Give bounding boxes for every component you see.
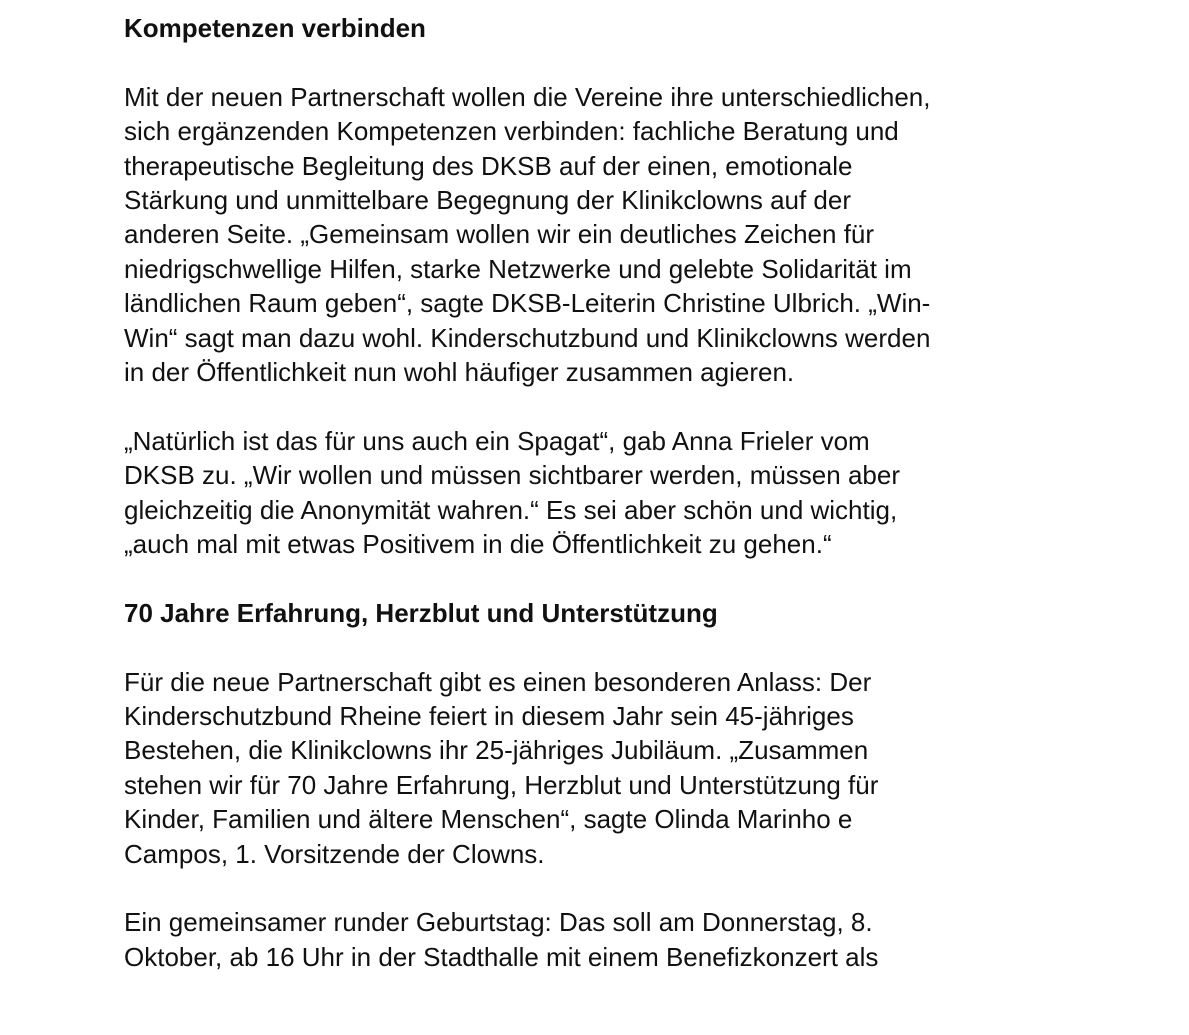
text-line: sich ergänzenden Kompetenzen verbinden: fachliche Beratung und [124, 116, 899, 147]
text-line: Stärkung und unmittelbare Begegnung der Klinikclowns auf der [124, 185, 852, 216]
text-line: therapeutische Begleitung des DKSB auf der einen, emotionale [124, 150, 853, 181]
spacer [124, 45, 1084, 79]
spacer [124, 561, 1084, 595]
text-line: „Natürlich ist das für uns auch ein Spagat“, gab Anna Frieler vom [124, 425, 870, 456]
paragraph-partnerschaft [124, 80, 1084, 390]
text-line: Mit der neuen Partnerschaft wollen die Vereine ihre unterschiedlichen, [124, 81, 931, 112]
text-line: gleichzeitig die Anonymität wahren.“ Es sei aber schön und wichtig, [124, 494, 898, 525]
section-heading-kompetenzen: Kompetenzen verbinden [124, 13, 426, 43]
paragraph-anlass [124, 665, 1084, 871]
text-line: „auch mal mit etwas Positivem in die Öffentlichkeit zu gehen.“ [124, 529, 832, 560]
text-line: Oktober, ab 16 Uhr in der Stadthalle mit einem Benefizkonzert als [124, 941, 879, 972]
text-line: ländlichen Raum geben“, sagte DKSB-Leiterin Christine Ulbrich. „Win- [124, 288, 931, 319]
spacer [124, 871, 1084, 905]
text-line: anderen Seite. „Gemeinsam wollen wir ein deutliches Zeichen für [124, 219, 875, 250]
text-line: Kinder, Familien und ältere Menschen“, sagte Olinda Marinho e [124, 804, 853, 835]
text-line: stehen wir für 70 Jahre Erfahrung, Herzblut und Unterstützung für [124, 769, 879, 800]
paragraph-spagat [124, 424, 1084, 562]
text-line: Kinderschutzbund Rheine feiert in diesem Jahr sein 45-jähriges [124, 701, 854, 732]
section-heading-70-jahre: 70 Jahre Erfahrung, Herzblut und Unterstützung [124, 597, 718, 628]
spacer [124, 630, 1084, 664]
text-line: Ein gemeinsamer runder Geburtstag: Das soll am Donnerstag, 8. [124, 907, 873, 938]
text-line: Bestehen, die Klinikclowns ihr 25-jähriges Jubiläum. „Zusammen [124, 735, 869, 766]
text-line: in der Öffentlichkeit nun wohl häufiger zusammen agieren. [124, 357, 795, 388]
text-line: Für die neue Partnerschaft gibt es einen besonderen Anlass: Der [124, 666, 872, 697]
text-line: Campos, 1. Vorsitzende der Clowns. [124, 838, 545, 869]
text-line: DKSB zu. „Wir wollen und müssen sichtbarer werden, müssen aber [124, 460, 900, 491]
text-line: Win“ sagt man dazu wohl. Kinderschutzbund und Klinikclowns werden [124, 322, 931, 353]
article-body [124, 11, 1084, 974]
spacer [124, 389, 1084, 423]
paragraph-geburtstag [124, 905, 1084, 974]
text-line: niedrigschwellige Hilfen, starke Netzwerke und gelebte Solidarität im [124, 253, 912, 284]
